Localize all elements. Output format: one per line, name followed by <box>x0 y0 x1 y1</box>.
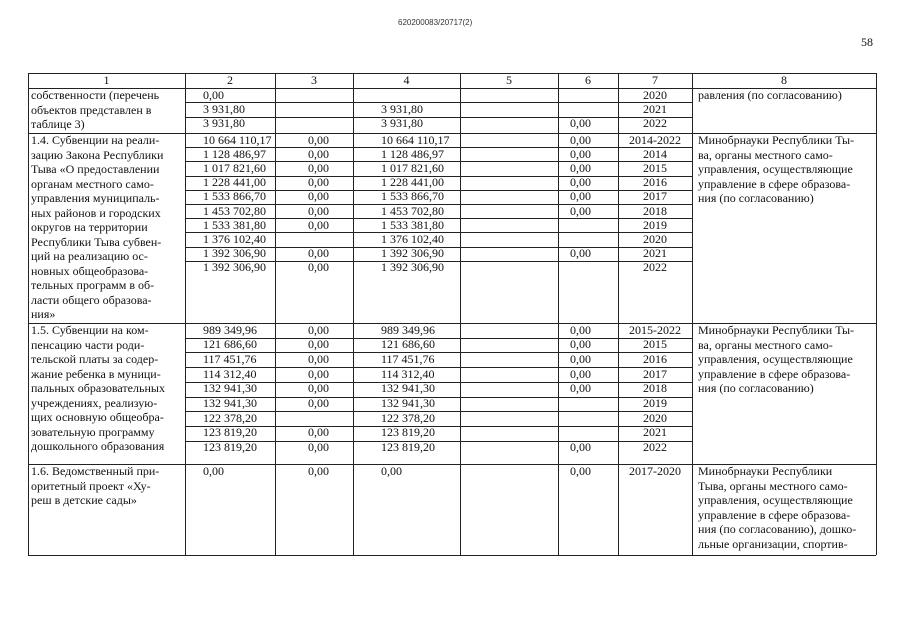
table-rule <box>185 397 692 398</box>
cell-c4: 132 941,30 <box>381 381 435 396</box>
cell-c4: 1 228 441,00 <box>381 175 444 190</box>
responsible-line: равления (по согласованию) <box>698 88 842 102</box>
cell-c2: 1 392 306,90 <box>203 260 266 275</box>
cell-c4: 114 312,40 <box>381 366 435 381</box>
cell-c6: 0,00 <box>570 116 591 131</box>
cell-c4: 3 931,80 <box>381 116 423 131</box>
cell-c2: 989 349,96 <box>203 322 257 337</box>
cell-c2: 117 451,76 <box>203 351 257 366</box>
cell-c7: 2017 <box>643 366 667 381</box>
cell-c4: 1 453 702,80 <box>381 203 444 218</box>
responsible-line: ния (по согласованию), дошко- <box>698 522 857 536</box>
row-description-line: округов на территории <box>31 220 148 234</box>
cell-c6: 0,00 <box>570 337 591 352</box>
cell-c7: 2016 <box>643 175 667 190</box>
responsible-line: управление в сфере образова- <box>698 366 851 381</box>
table-rule <box>185 117 692 118</box>
row-description-line: объектов представлен в <box>31 102 152 117</box>
cell-c4: 3 931,80 <box>381 101 423 116</box>
responsible-line: Минобрнауки Республики Ты- <box>698 323 854 337</box>
table-rule <box>185 382 692 383</box>
cell-c3: 0,00 <box>308 396 329 410</box>
cell-c2: 123 819,20 <box>203 425 257 440</box>
cell-c4: 1 392 306,90 <box>381 246 444 261</box>
cell-c6: 0,00 <box>570 366 591 381</box>
cell-c7: 2014-2022 <box>629 132 681 147</box>
cell-c2: 3 931,80 <box>203 116 245 131</box>
table-rule <box>185 411 692 412</box>
cell-c3: 0,00 <box>308 322 329 337</box>
responsible-line: ва, органы местного само- <box>698 337 833 352</box>
cell-c7: 2022 <box>643 260 667 275</box>
row-description-line: органам местного само- <box>31 176 154 191</box>
cell-c6: 0,00 <box>570 322 591 337</box>
cell-c2: 0,00 <box>203 463 224 478</box>
cell-c2: 123 819,20 <box>203 440 257 455</box>
cell-c3: 0,00 <box>308 381 329 396</box>
responsible-line: Минобрнауки Республики <box>698 464 833 478</box>
cell-c4: 10 664 110,17 <box>381 132 450 147</box>
cell-c7: 2015 <box>643 337 667 352</box>
cell-c2: 3 931,80 <box>203 101 245 116</box>
table-rule <box>692 73 693 555</box>
row-description-line: ных районов и городских <box>31 205 161 220</box>
cell-c3: 0,00 <box>308 160 329 175</box>
row-description-line: ния» <box>31 307 56 321</box>
cell-c3: 0,00 <box>308 463 329 478</box>
row-description-line: управления муниципаль- <box>31 191 160 205</box>
cell-c7: 2021 <box>643 246 667 261</box>
cell-c2: 114 312,40 <box>203 366 257 381</box>
cell-c2: 1 533 866,70 <box>203 189 266 204</box>
cell-c3: 0,00 <box>308 175 329 190</box>
row-description-line: новных общеобразова- <box>31 263 149 278</box>
cell-c7: 2017-2020 <box>629 463 681 478</box>
table-rule <box>185 102 692 103</box>
cell-c7: 2015 <box>643 160 667 175</box>
column-header: 2 <box>227 73 233 87</box>
cell-c7: 2018 <box>643 381 667 396</box>
column-header: 7 <box>652 73 658 87</box>
row-description-line: собственности (перечень <box>31 88 160 102</box>
cell-c3: 0,00 <box>308 217 329 232</box>
responsible-line: управления, осуществляющие <box>698 352 853 366</box>
responsible-line: управление в сфере образова- <box>698 507 851 522</box>
cell-c3: 0,00 <box>308 189 329 204</box>
column-header: 4 <box>403 73 410 87</box>
cell-c7: 2014 <box>643 146 667 161</box>
cell-c2: 1 017 821,60 <box>203 160 266 175</box>
row-description-line: 1.6. Ведомственный при- <box>31 464 160 478</box>
table-rule <box>876 73 877 555</box>
cell-c2: 121 686,60 <box>203 337 257 352</box>
cell-c4: 1 376 102,40 <box>381 231 444 246</box>
cell-c3: 0,00 <box>308 337 329 352</box>
cell-c6: 0,00 <box>570 160 591 175</box>
row-description-line: жание ребенка в муници- <box>31 366 161 381</box>
row-description-line: реш в детские сады» <box>31 493 137 507</box>
cell-c3: 0,00 <box>308 203 329 218</box>
table-rule <box>28 73 29 555</box>
row-description-line: пальных образовательных <box>31 381 165 395</box>
cell-c6: 0,00 <box>570 463 591 478</box>
cell-c4: 132 941,30 <box>381 396 435 410</box>
cell-c3: 0,00 <box>308 146 329 161</box>
row-description-line: ций на реализацию ос- <box>31 249 148 263</box>
row-description-line: оритетный проект «Ху- <box>31 478 151 493</box>
cell-c7: 2020 <box>643 87 667 102</box>
cell-c3: 0,00 <box>308 425 329 440</box>
cell-c3: 0,00 <box>308 132 329 147</box>
cell-c2: 132 941,30 <box>203 381 257 396</box>
cell-c2: 1 533 381,80 <box>203 217 266 232</box>
cell-c2: 1 128 486,97 <box>203 146 266 161</box>
row-description-line: зовательную программу <box>31 424 155 439</box>
cell-c7: 2022 <box>643 116 667 131</box>
cell-c7: 2018 <box>643 203 667 218</box>
cell-c6: 0,00 <box>570 381 591 396</box>
row-description-line: пенсацию части роди- <box>31 337 145 352</box>
responsible-line: управление в сфере образова- <box>698 176 851 191</box>
row-description-line: тельных программ в об- <box>31 278 155 292</box>
table-rule <box>185 338 692 339</box>
cell-c4: 121 686,60 <box>381 337 435 352</box>
cell-c7: 2015-2022 <box>629 322 681 337</box>
table-rule <box>185 73 186 555</box>
row-description-line: тельской платы за содер- <box>31 352 159 366</box>
cell-c4: 1 533 381,80 <box>381 217 444 232</box>
table-rule <box>185 367 692 368</box>
cell-c7: 2021 <box>643 101 667 116</box>
cell-c6: 0,00 <box>570 203 591 218</box>
cell-c2: 132 941,30 <box>203 396 257 410</box>
cell-c4: 1 392 306,90 <box>381 260 444 275</box>
responsible-line: льные организации, спортив- <box>698 536 848 551</box>
table-rule <box>275 73 276 555</box>
cell-c3: 0,00 <box>308 440 329 455</box>
row-description-line: учреждениях, реализую- <box>31 395 158 410</box>
cell-c4: 123 819,20 <box>381 425 435 440</box>
row-description-line: таблице 3) <box>31 117 85 131</box>
row-description-line: щих основную общеобра- <box>31 410 164 424</box>
cell-c2: 1 376 102,40 <box>203 231 266 246</box>
responsible-line: ва, органы местного само- <box>698 147 833 162</box>
cell-c2: 10 664 110,17 <box>203 132 272 147</box>
cell-c6: 0,00 <box>570 132 591 147</box>
table-rule <box>185 426 692 427</box>
row-description-line: Республики Тыва субвен- <box>31 234 162 249</box>
cell-c2: 1 392 306,90 <box>203 246 266 261</box>
responsible-line: Тыва, органы местного само- <box>698 478 848 493</box>
responsible-line: ния (по согласованию) <box>698 191 814 205</box>
cell-c2: 1 228 441,00 <box>203 175 266 190</box>
cell-c7: 2022 <box>643 440 667 455</box>
cell-c7: 2016 <box>643 351 667 366</box>
responsible-line: управления, осуществляющие <box>698 162 853 176</box>
column-header: 5 <box>506 73 512 87</box>
cell-c6: 0,00 <box>570 246 591 261</box>
cell-c7: 2017 <box>643 189 667 204</box>
row-description-line: 1.4. Субвенции на реали- <box>31 133 160 147</box>
document-id: 620200083/20717(2) <box>398 18 473 27</box>
table-rule <box>28 555 876 556</box>
table-rule <box>185 441 692 442</box>
table-rule <box>558 73 559 555</box>
row-description-line: зацию Закона Республики <box>31 147 164 162</box>
cell-c6: 0,00 <box>570 440 591 455</box>
responsible-line: ния (по согласованию) <box>698 381 814 395</box>
cell-c2: 122 378,20 <box>203 410 257 425</box>
responsible-line: управления, осуществляющие <box>698 493 853 507</box>
column-header: 1 <box>103 73 110 87</box>
cell-c3: 0,00 <box>308 260 329 275</box>
table-rule <box>460 73 461 555</box>
cell-c7: 2020 <box>643 410 667 425</box>
cell-c3: 0,00 <box>308 246 329 261</box>
cell-c3: 0,00 <box>308 366 329 381</box>
cell-c6: 0,00 <box>570 146 591 161</box>
cell-c7: 2021 <box>643 425 667 440</box>
cell-c6: 0,00 <box>570 189 591 204</box>
responsible-line: Минобрнауки Республики Ты- <box>698 133 854 147</box>
row-description-line: дошкольного образования <box>31 439 165 453</box>
cell-c2: 1 453 702,80 <box>203 203 266 218</box>
column-header: 6 <box>585 73 591 87</box>
column-header: 8 <box>781 73 787 87</box>
cell-c4: 1 128 486,97 <box>381 146 444 161</box>
row-description-line: ласти общего образова- <box>31 292 152 307</box>
page-number: 58 <box>861 35 873 49</box>
cell-c4: 1 533 866,70 <box>381 189 444 204</box>
cell-c4: 122 378,20 <box>381 410 435 425</box>
cell-c7: 2019 <box>643 396 667 410</box>
cell-c2: 0,00 <box>203 87 224 102</box>
cell-c4: 123 819,20 <box>381 440 435 455</box>
cell-c7: 2020 <box>643 231 667 246</box>
cell-c4: 0,00 <box>381 463 402 478</box>
cell-c4: 1 017 821,60 <box>381 160 444 175</box>
table-rule <box>353 73 354 555</box>
cell-c4: 989 349,96 <box>381 322 435 337</box>
cell-c6: 0,00 <box>570 351 591 366</box>
cell-c4: 117 451,76 <box>381 351 435 366</box>
row-description-line: Тыва «О предоставлении <box>31 162 160 176</box>
row-description-line: 1.5. Субвенции на ком- <box>31 323 149 337</box>
cell-c6: 0,00 <box>570 175 591 190</box>
cell-c3: 0,00 <box>308 351 329 366</box>
table-rule <box>185 352 692 353</box>
cell-c7: 2019 <box>643 217 667 232</box>
column-header: 3 <box>311 73 317 87</box>
